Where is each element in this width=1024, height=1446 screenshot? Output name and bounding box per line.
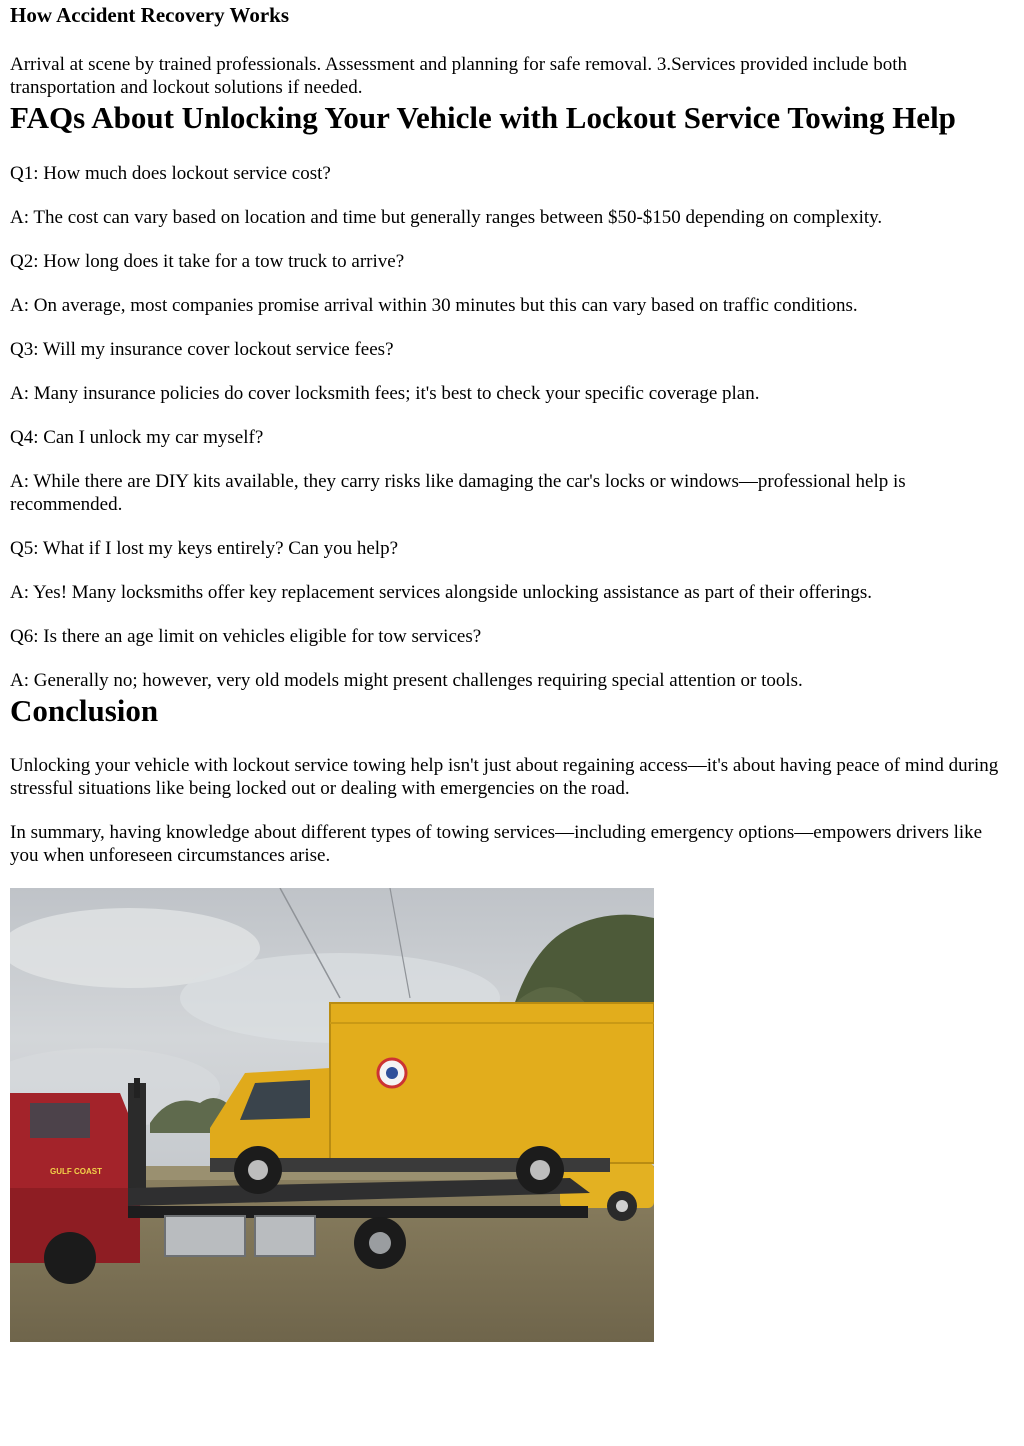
faq-answer: A: While there are DIY kits available, they carry risks like damaging the car's locks or windows—professional help is recommended. [10,471,906,515]
faq-question: Q3: Will my insurance cover lockout service fees? [10,339,394,360]
faq-question: Q4: Can I unlock my car myself? [10,427,264,448]
faq-answer: A: Generally no; however, very old models might present challenges requiring special attention or tools. [10,670,803,691]
faq-question: Q2: How long does it take for a tow truck to arrive? [10,251,405,272]
section-heading: How Accident Recovery Works [10,3,289,27]
faq-question: Q5: What if I lost my keys entirely? Can you help? [10,538,399,559]
faq-answer: A: On average, most companies promise arrival within 30 minutes but this can vary based on traffic conditions. [10,295,858,316]
faq-heading: FAQs About Unlocking Your Vehicle with Lockout Service Towing Help [10,100,956,135]
conclusion-heading: Conclusion [10,693,159,728]
faq-answer: A: Many insurance policies do cover locksmith fees; it's best to check your specific coverage plan. [10,383,760,404]
faq-answer: A: Yes! Many locksmiths offer key replacement services alongside unlocking assistance as part of their offerings. [10,582,872,603]
section-text: Arrival at scene by trained professionals. Assessment and planning for safe removal. 3.Services provided include both transportation and lockout solutions if needed. [10,54,907,98]
faq-answer: A: The cost can vary based on location and time but generally ranges between $50-$150 depending on complexity. [10,207,883,228]
faq-question: Q6: Is there an age limit on vehicles eligible for tow services? [10,626,482,647]
conclusion-paragraph: Unlocking your vehicle with lockout service towing help isn't just about regaining access—it's about having peace of mind during stressful situations like being locked out or dealing with emergencies on the road. [10,755,999,799]
summary-paragraph: In summary, having knowledge about different types of towing services—including emergency options—empowers drivers like you when unforeseen circumstances arise. [10,822,983,866]
faq-list [10,162,1014,692]
faq-question: Q1: How much does lockout service cost? [10,163,331,184]
svg-text:GULF COAST: GULF COAST [50,1167,102,1176]
flatbed-tow-truck-photo [10,888,654,1342]
conclusion-section [10,692,1014,867]
